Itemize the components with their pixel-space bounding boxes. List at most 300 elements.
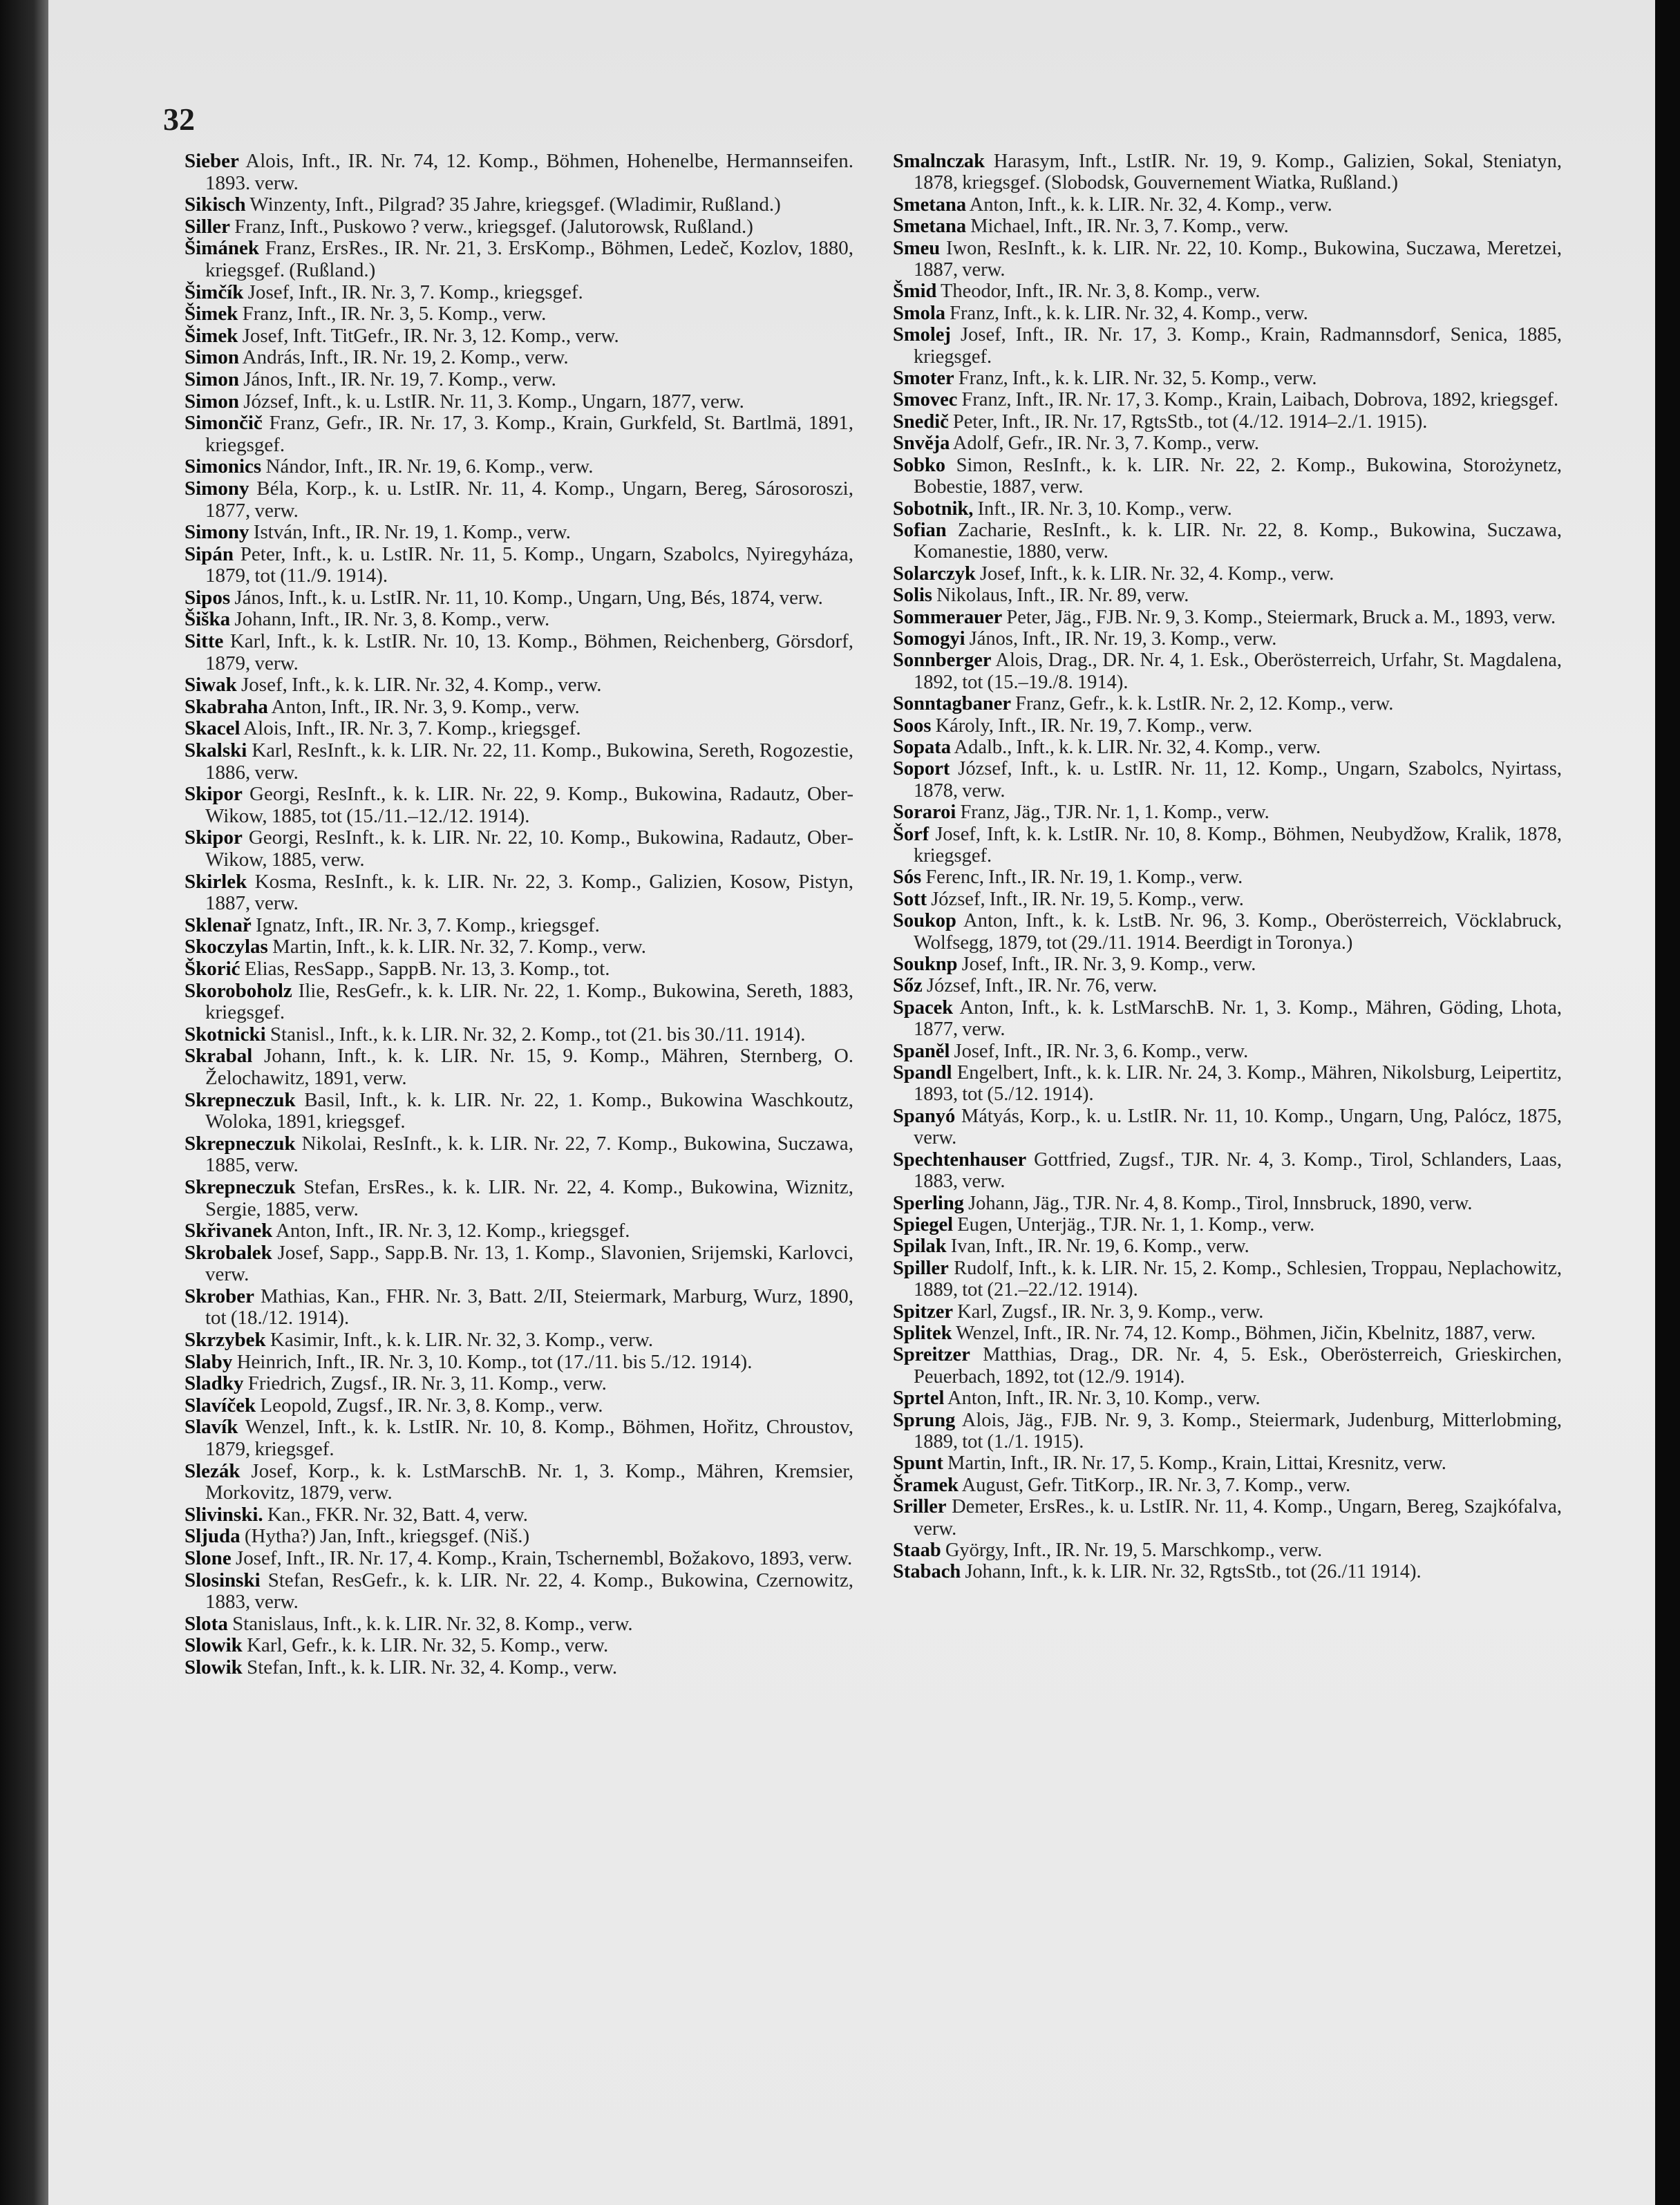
entry-surname: Stabach	[893, 1561, 961, 1583]
entry-surname: Slota	[185, 1612, 228, 1635]
entry-surname: Skrober	[185, 1285, 254, 1307]
register-entry	[185, 522, 853, 544]
entry-details: Wenzel, Inft., IR. Nr. 74, 12. Komp., Böhmen, Jičin, Kbelnitz, 1887, verw.	[956, 1322, 1536, 1344]
register-entry	[893, 1540, 1562, 1561]
entry-details: József, Inft., k. u. LstIR. Nr. 11, 3. Komp., Ungarn, 1877, verw.	[243, 390, 744, 413]
entry-details: Nándor, Inft., IR. Nr. 19, 6. Komp., verw.	[265, 455, 594, 478]
entry-surname: Sklenař	[185, 914, 252, 936]
entry-details: Franz, Gefr., k. k. LstIR. Nr. 2, 12. Komp., verw.	[1015, 693, 1394, 715]
register-entry	[893, 585, 1562, 606]
entry-details: Eugen, Unterjäg., TJR. Nr. 1, 1. Komp., verw.	[957, 1213, 1315, 1236]
register-entry	[893, 997, 1562, 1041]
entry-details: Johann, Jäg., TJR. Nr. 4, 8. Komp., Tirol, Innsbruck, 1890, verw.	[968, 1192, 1473, 1214]
entry-details: Gottfried, Zugsf., TJR. Nr. 4, 3. Komp., Tirol, Schlanders, Laas, 1883, verw.	[914, 1148, 1563, 1193]
register-entry	[185, 784, 853, 827]
entry-details: Ignatz, Inft., IR. Nr. 3, 7. Komp., kriegsgef.	[255, 914, 600, 936]
entry-details: Simon, ResInft., k. k. LIR. Nr. 22, 2. Komp., Bukowina, Storożynetz, Bobestie, 1887, verw.	[914, 454, 1563, 498]
register-entry	[893, 867, 1562, 888]
entry-details: Kasimir, Inft., k. k. LIR. Nr. 32, 3. Komp., verw.	[270, 1329, 654, 1352]
left-column	[185, 151, 853, 1679]
entry-details: Josef, Inft., IR. Nr. 3, 9. Komp., verw.	[961, 954, 1256, 976]
entry-surname: Smolej	[893, 324, 951, 346]
register-entry	[893, 411, 1562, 433]
entry-details: Johann, Inft., k. k. LIR. Nr. 15, 9. Komp., Mähren, Sternberg, O. Želochawitz, 1891, verw.	[205, 1045, 854, 1089]
entry-surname: Sopata	[893, 736, 951, 758]
entry-details: Ivan, Inft., IR. Nr. 19, 6. Komp., verw.	[950, 1236, 1249, 1258]
entry-surname: Skrobalek	[185, 1241, 272, 1264]
entry-details: Ilie, ResGefr., k. k. LIR. Nr. 22, 1. Komp., Bukowina, Sereth, 1883, kriegsgef.	[205, 979, 854, 1024]
entry-surname: Skotnicki	[185, 1023, 266, 1045]
register-entry	[893, 758, 1562, 802]
entry-details: Josef, Korp., k. k. LstMarschB. Nr. 1, 3. Komp., Mähren, Kremsier, Morkovitz, 1879, verw.	[205, 1459, 854, 1504]
entry-details: Wenzel, Inft., k. k. LstIR. Nr. 10, 8. Komp., Böhmen, Hořitz, Chroustov, 1879, kriegsgef.	[205, 1416, 853, 1461]
entry-surname: Smola	[893, 302, 946, 324]
entry-details: Elias, ResSapp., SappB. Nr. 13, 3. Komp., tot.	[244, 957, 610, 980]
entry-surname: Slowik	[185, 1634, 243, 1657]
register-entry	[185, 194, 853, 216]
register-entry	[185, 544, 853, 587]
entry-details: Georgi, ResInft., k. k. LIR. Nr. 22, 10. Komp., Bukowina, Radautz, Ober-Wikow, 1885, verw.	[205, 826, 854, 871]
entry-surname: Skřivanek	[185, 1220, 273, 1242]
register-entry	[185, 1373, 853, 1395]
entry-details: (Hytha?) Jan, Inft., kriegsgef. (Niš.)	[244, 1525, 530, 1548]
entry-surname: Šimek	[185, 324, 238, 347]
register-entry	[185, 1242, 853, 1286]
entry-surname: Šimčík	[185, 281, 244, 303]
entry-details: Josef, Inft., IR. Nr. 3, 6. Komp., verw.	[954, 1040, 1249, 1062]
entry-details: Nikolaus, Inft., IR. Nr. 89, verw.	[936, 585, 1189, 607]
register-entry	[893, 238, 1562, 281]
register-entry	[185, 478, 853, 522]
entry-details: Karl, Gefr., k. k. LIR. Nr. 32, 5. Komp., verw.	[247, 1634, 609, 1657]
entry-surname: Soos	[893, 715, 932, 737]
register-entry	[185, 1220, 853, 1242]
entry-details: Karl, ResInft., k. k. LIR. Nr. 22, 11. Komp., Bukowina, Sereth, Rogozestie, 1886, verw.	[205, 739, 853, 784]
register-entry	[185, 216, 853, 238]
register-entry	[185, 238, 853, 281]
entry-surname: Sladky	[185, 1372, 244, 1395]
entry-surname: Sriller	[893, 1496, 947, 1518]
entry-surname: Siwak	[185, 674, 237, 697]
entry-surname: Spacek	[893, 996, 954, 1019]
register-entry	[185, 609, 853, 631]
entry-surname: Soukop	[893, 910, 956, 932]
entry-details: Stefan, ResGefr., k. k. LIR. Nr. 22, 4. Komp., Bukowina, Czernowitz, 1883, verw.	[205, 1569, 854, 1613]
register-entry	[185, 391, 853, 413]
register-entry	[185, 1657, 853, 1679]
register-entry	[893, 151, 1562, 194]
entry-surname: Splitek	[893, 1322, 952, 1344]
entry-surname: Sőz	[893, 975, 923, 997]
entry-details: Alois, Inft., IR. Nr. 74, 12. Komp., Böhmen, Hohenelbe, Hermannseifen. 1893. verw.	[205, 150, 853, 194]
register-entry	[893, 824, 1562, 867]
entry-surname: Simončič	[185, 412, 263, 435]
register-entry	[185, 1526, 853, 1548]
register-entry	[185, 1570, 853, 1613]
entry-details: György, Inft., IR. Nr. 19, 5. Marschkomp., verw.	[945, 1540, 1323, 1561]
register-entry	[893, 737, 1562, 758]
entry-surname: Staab	[893, 1540, 941, 1561]
register-entry	[893, 520, 1562, 563]
entry-details: Peter, Jäg., FJB. Nr. 9, 3. Komp., Steiermark, Bruck a. M., 1893, verw.	[1006, 606, 1556, 628]
entry-details: Theodor, Inft., IR. Nr. 3, 8. Komp., verw.	[941, 281, 1261, 303]
register-entry	[893, 433, 1562, 454]
register-entry	[893, 389, 1562, 410]
register-entry	[893, 324, 1562, 368]
register-entry	[185, 1461, 853, 1504]
entry-details: Alois, Inft., IR. Nr. 3, 7. Komp., kriegsgef.	[243, 717, 581, 740]
entry-details: Adolf, Gefr., IR. Nr. 3, 7. Komp., verw.	[952, 433, 1260, 455]
entry-details: Karl, Zugsf., IR. Nr. 3, 9. Komp., verw.	[957, 1300, 1264, 1323]
register-entry	[185, 981, 853, 1024]
entry-surname: Sieber	[185, 150, 239, 172]
entry-surname: Spanyó	[893, 1105, 956, 1127]
entry-surname: Somogyi	[893, 627, 965, 650]
register-entry	[185, 369, 853, 391]
entry-details: Ferenc, Inft., IR. Nr. 19, 1. Komp., verw.	[925, 867, 1243, 889]
entry-details: Karl, Inft., k. k. LstIR. Nr. 10, 13. Komp., Böhmen, Reichenberg, Görsdorf, 1879, verw.	[205, 630, 854, 674]
register-entry	[185, 282, 853, 304]
register-entry	[185, 631, 853, 674]
entry-details: Inft., IR. Nr. 3, 10. Komp., verw.	[977, 498, 1232, 520]
entry-details: Martin, Inft., IR. Nr. 17, 5. Komp., Krain, Littai, Kresnitz, verw.	[947, 1452, 1446, 1475]
scan-border-left	[0, 0, 48, 2205]
entry-details: Friedrich, Zugsf., IR. Nr. 3, 11. Komp., verw.	[247, 1372, 607, 1395]
register-entry	[185, 936, 853, 958]
entry-details: Rudolf, Inft., k. k. LIR. Nr. 15, 2. Komp., Schlesien, Troppau, Neplachowitz, 1889, tot (21.–22./12. 1914).	[914, 1257, 1562, 1301]
entry-surname: Sipán	[185, 542, 234, 565]
register-entry	[185, 740, 853, 784]
entry-surname: Škorić	[185, 957, 240, 980]
register-entry	[185, 1286, 853, 1329]
entry-details: Nikolai, ResInft., k. k. LIR. Nr. 22, 7. Komp., Bukowina, Suczawa, 1885, verw.	[205, 1132, 853, 1177]
entry-surname: Solarczyk	[893, 562, 976, 585]
register-entry	[893, 889, 1562, 910]
entry-surname: Skacel	[185, 717, 240, 740]
entry-surname: Slavíček	[185, 1394, 256, 1417]
entry-details: Franz, Inft., k. k. LIR. Nr. 32, 5. Komp., verw.	[958, 368, 1317, 390]
register-entry	[893, 216, 1562, 237]
entry-details: Martin, Inft., k. k. LIR. Nr. 32, 7. Komp., verw.	[272, 936, 646, 958]
entry-surname: Šiška	[185, 608, 231, 631]
entry-details: Winzenty, Inft., Pilgrad? 35 Jahre, kriegsgef. (Wladimir, Rußland.)	[249, 193, 781, 216]
entry-details: Kan., FKR. Nr. 32, Batt. 4, verw.	[267, 1503, 529, 1526]
register-entry	[893, 1410, 1562, 1453]
register-entry	[893, 1496, 1562, 1540]
entry-details: Alois, Jäg., FJB. Nr. 9, 3. Komp., Steiermark, Judenburg, Mitterlobming, 1889, tot (1./1. 1915).	[914, 1409, 1562, 1452]
entry-surname: Spandl	[893, 1062, 952, 1084]
register-entry	[893, 1106, 1562, 1149]
entry-surname: Smalnczak	[893, 151, 985, 172]
register-entry	[185, 1613, 853, 1636]
entry-surname: Snedič	[893, 410, 949, 433]
entry-details: Adalb., Inft., k. k. LIR. Nr. 32, 4. Komp., verw.	[954, 736, 1321, 758]
entry-details: Josef, Inft., IR. Nr. 3, 7. Komp., kriegsgef.	[247, 281, 583, 303]
entry-surname: Slezák	[185, 1459, 240, 1482]
entry-surname: Spitzer	[893, 1300, 954, 1323]
register-entry	[185, 697, 853, 719]
entry-surname: Slosinski	[185, 1569, 261, 1591]
register-entry	[893, 1388, 1562, 1409]
entry-surname: Sommerauer	[893, 606, 1003, 628]
register-entry	[893, 498, 1562, 520]
entry-details: Anton, Inft., k. k. LstB. Nr. 96, 3. Komp., Oberösterreich, Vöcklabruck, Wolfsegg, 1879, tot (29./11. 1914. Beerdigt in Toronya.)	[914, 910, 1562, 954]
entry-surname: Smoter	[893, 368, 954, 390]
register-entry	[893, 1193, 1562, 1214]
register-entry	[893, 628, 1562, 650]
entry-surname: Simonics	[185, 455, 262, 478]
register-entry	[185, 1329, 853, 1352]
entry-details: Josef, Inft., k. k. LIR. Nr. 32, 4. Komp., verw.	[979, 562, 1334, 585]
entry-surname: Skrepneczuk	[185, 1088, 296, 1111]
scan-border-right	[1655, 0, 1680, 2205]
register-entry	[185, 413, 853, 456]
register-entry	[893, 563, 1562, 585]
register-entry	[185, 1635, 853, 1657]
entry-details: Franz, Inft., k. k. LIR. Nr. 32, 4. Komp., verw.	[950, 302, 1308, 324]
entry-surname: Souknp	[893, 954, 958, 976]
entry-details: August, Gefr. TitKorp., IR. Nr. 3, 7. Komp., verw.	[961, 1474, 1351, 1496]
register-entry	[185, 1177, 853, 1220]
entry-details: Harasym, Inft., LstIR. Nr. 19, 9. Komp., Galizien, Sokal, Steniatyn, 1878, kriegsgef. (Slobodsk, Gouvernement Wiatka, Rußland.)	[914, 151, 1563, 194]
entry-details: Basil, Inft., k. k. LIR. Nr. 22, 1. Komp., Bukowina Waschkoutz, Woloka, 1891, kriegsgef.	[205, 1088, 853, 1133]
entry-surname: Sofian	[893, 519, 947, 541]
entry-surname: Sipos	[185, 586, 231, 609]
register-entry	[893, 1062, 1562, 1106]
entry-details: Franz, ErsRes., IR. Nr. 21, 3. ErsKomp., Böhmen, Ledeč, Kozlov, 1880, kriegsgef. (Rußland.)	[205, 237, 853, 281]
register-entry	[185, 1352, 853, 1374]
entry-details: Béla, Korp., k. u. LstIR. Nr. 11, 4. Komp., Ungarn, Bereg, Sárosoroszi, 1877, verw.	[205, 477, 853, 522]
entry-details: Peter, Inft., k. u. LstIR. Nr. 11, 5. Komp., Ungarn, Szabolcs, Nyiregyháza, 1879, tot (11./9. 1914).	[205, 542, 853, 587]
register-entry	[893, 303, 1562, 324]
register-entry	[185, 915, 853, 937]
entry-details: Iwon, ResInft., k. k. LIR. Nr. 22, 10. Komp., Bukowina, Suczawa, Meretzei, 1887, verw.	[914, 237, 1562, 281]
entry-surname: Skoczylas	[185, 936, 268, 958]
register-entry	[893, 1344, 1562, 1388]
entry-surname: Skoroboholz	[185, 979, 292, 1002]
entry-details: József, Inft., IR. Nr. 76, verw.	[926, 975, 1158, 997]
entry-surname: Skipor	[185, 826, 243, 849]
entry-details: Josef, Sapp., Sapp.B. Nr. 13, 1. Komp., Slavonien, Srijemski, Karlovci, verw.	[205, 1241, 853, 1286]
register-entry	[893, 194, 1562, 216]
register-entry	[893, 1214, 1562, 1236]
entry-surname: Šorf	[893, 823, 929, 845]
entry-surname: Slaby	[185, 1350, 233, 1373]
entry-surname: Solis	[893, 585, 933, 607]
entry-surname: Slivinski.	[185, 1503, 263, 1526]
register-entry	[893, 802, 1562, 823]
entry-surname: Slone	[185, 1547, 232, 1569]
register-entry	[893, 607, 1562, 628]
register-entry	[893, 954, 1562, 975]
entry-details: Anton, Inft., IR. Nr. 3, 9. Komp., verw.	[271, 695, 580, 718]
right-column	[893, 151, 1562, 1583]
register-entry	[185, 456, 853, 478]
register-entry	[185, 347, 853, 369]
register-entry	[185, 1395, 853, 1417]
entry-details: Josef, Inft., IR. Nr. 17, 3. Komp., Krain, Radmannsdorf, Senica, 1885, kriegsgef.	[914, 324, 1563, 368]
entry-details: Josef, Inft. TitGefr., IR. Nr. 3, 12. Komp., verw.	[242, 324, 619, 347]
register-entry	[185, 325, 853, 348]
register-entry	[185, 674, 853, 697]
entry-details: András, Inft., IR. Nr. 19, 2. Komp., verw.	[242, 346, 569, 369]
register-entry	[893, 281, 1562, 302]
register-entry	[893, 1323, 1562, 1344]
entry-details: Peter, Inft., IR. Nr. 17, RgtsStb., tot (4./12. 1914–2./1. 1915).	[952, 410, 1428, 433]
register-entry	[185, 587, 853, 609]
register-entry	[893, 1258, 1562, 1301]
entry-details: Stanisl., Inft., k. k. LIR. Nr. 32, 2. Komp., tot (21. bis 30./11. 1914).	[270, 1023, 806, 1045]
entry-details: Heinrich, Inft., IR. Nr. 3, 10. Komp., tot (17./11. bis 5./12. 1914).	[236, 1350, 753, 1373]
register-entry	[185, 1548, 853, 1570]
entry-surname: Spiller	[893, 1257, 949, 1279]
register-entry	[185, 1090, 853, 1133]
entry-details: Michael, Inft., IR. Nr. 3, 7. Komp., verw.	[970, 216, 1289, 238]
register-entry	[185, 1504, 853, 1526]
register-entry	[893, 1301, 1562, 1323]
register-entry	[893, 693, 1562, 715]
entry-details: Josef, Inft., IR. Nr. 17, 4. Komp., Krain, Tschernembl, Božakovo, 1893, verw.	[235, 1547, 853, 1569]
entry-details: Mathias, Kan., FHR. Nr. 3, Batt. 2/II, Steiermark, Marburg, Wurz, 1890, tot (18./12. 1914).	[205, 1285, 854, 1329]
register-entry	[893, 650, 1562, 693]
entry-surname: Smeu	[893, 237, 941, 259]
entry-details: Kosma, ResInft., k. k. LIR. Nr. 22, 3. Komp., Galizien, Kosow, Pistyn, 1887, verw.	[205, 870, 854, 915]
entry-surname: Sonntagbaner	[893, 693, 1012, 715]
entry-surname: Smovec	[893, 389, 958, 411]
entry-details: István, Inft., IR. Nr. 19, 1. Komp., verw.	[253, 521, 571, 544]
entry-details: Franz, Gefr., IR. Nr. 17, 3. Komp., Krain, Gurkfeld, St. Bartlmä, 1891, kriegsgef.	[205, 412, 854, 456]
entry-details: Anton, Inft., k. k. LIR. Nr. 32, 4. Komp., verw.	[969, 193, 1332, 216]
entry-details: Josef, Inft, k. k. LstIR. Nr. 10, 8. Komp., Böhmen, Neubydžow, Kralik, 1878, kriegsgef.	[914, 823, 1563, 867]
entry-surname: Slavík	[185, 1416, 238, 1439]
entry-surname: Sott	[893, 888, 927, 910]
entry-surname: Šimánek	[185, 237, 259, 260]
page-number: 32	[163, 102, 195, 137]
entry-details: Georgi, ResInft., k. k. LIR. Nr. 22, 9. Komp., Bukowina, Radautz, Ober-Wikow, 1885, tot (15./11.–12./12. 1914).	[205, 783, 853, 827]
entry-surname: Sonnberger	[893, 650, 992, 672]
document-page	[48, 0, 1655, 2205]
register-entry	[893, 975, 1562, 996]
entry-surname: Sobko	[893, 454, 946, 476]
register-entry	[893, 1452, 1562, 1474]
entry-surname: Skipor	[185, 783, 243, 806]
entry-surname: Simony	[185, 477, 249, 500]
entry-details: József, Inft., IR. Nr. 19, 5. Komp., verw.	[931, 888, 1244, 910]
entry-details: Anton, Inft., IR. Nr. 3, 12. Komp., kriegsgef.	[275, 1220, 630, 1242]
entry-details: János, Inft., IR. Nr. 19, 7. Komp., verw.	[243, 368, 556, 390]
entry-surname: Sperling	[893, 1192, 964, 1214]
entry-surname: Soraroi	[893, 802, 956, 824]
entry-details: Stanislaus, Inft., k. k. LIR. Nr. 32, 8. Komp., verw.	[232, 1612, 633, 1635]
entry-surname: Skrepneczuk	[185, 1132, 296, 1155]
entry-surname: Spaněl	[893, 1040, 950, 1062]
entry-surname: Skrabal	[185, 1045, 253, 1068]
register-entry	[893, 715, 1562, 737]
entry-details: József, Inft., k. u. LstIR. Nr. 11, 12. Komp., Ungarn, Szabolcs, Nyirtass, 1878, verw.	[914, 758, 1562, 802]
entry-details: Anton, Inft., k. k. LstMarschB. Nr. 1, 3. Komp., Mähren, Göding, Lhota, 1877, verw.	[914, 996, 1562, 1041]
entry-surname: Sitte	[185, 630, 224, 653]
register-entry	[893, 1561, 1562, 1582]
entry-surname: Spunt	[893, 1452, 943, 1475]
entry-details: Franz, Inft., IR. Nr. 17, 3. Komp., Krain, Laibach, Dobrova, 1892, kriegsgef.	[961, 389, 1559, 411]
register-entry	[893, 1041, 1562, 1062]
register-entry	[893, 1475, 1562, 1496]
register-entry	[893, 455, 1562, 498]
entry-surname: Simon	[185, 390, 239, 413]
register-entry	[893, 368, 1562, 389]
entry-surname: Skrzybek	[185, 1329, 266, 1352]
register-entry	[893, 910, 1562, 954]
register-entry	[185, 1417, 853, 1460]
register-entry	[185, 1045, 853, 1089]
register-entry	[185, 151, 853, 194]
entry-surname: Slowik	[185, 1656, 243, 1678]
entry-details: Franz, Inft., IR. Nr. 3, 5. Komp., verw.	[242, 303, 547, 325]
entry-details: Josef, Inft., k. k. LIR. Nr. 32, 4. Komp., verw.	[241, 674, 602, 697]
entry-surname: Smetana	[893, 216, 967, 238]
register-entry	[185, 871, 853, 915]
register-entry	[185, 958, 853, 981]
entry-details: Stefan, Inft., k. k. LIR. Nr. 32, 4. Komp., verw.	[247, 1656, 618, 1678]
register-entry	[185, 718, 853, 740]
register-entry	[893, 1236, 1562, 1257]
entry-details: Johann, Inft., k. k. LIR. Nr. 32, RgtsStb., tot (26./11 1914).	[965, 1561, 1422, 1583]
register-entry	[185, 1024, 853, 1046]
entry-surname: Simony	[185, 521, 249, 544]
register-entry	[185, 1133, 853, 1177]
entry-surname: Sikisch	[185, 193, 246, 216]
entry-details: Zacharie, ResInft., k. k. LIR. Nr. 22, 8. Komp., Bukowina, Suczawa, Komanestie, 1880, verw.	[914, 519, 1563, 563]
entry-surname: Šmid	[893, 281, 937, 303]
entry-surname: Spiegel	[893, 1213, 954, 1236]
entry-surname: Snvěja	[893, 433, 950, 455]
register-entry	[893, 1149, 1562, 1193]
entry-surname: Sljuda	[185, 1525, 240, 1548]
entry-surname: Simon	[185, 346, 239, 369]
entry-surname: Spreitzer	[893, 1344, 970, 1366]
entry-details: Demeter, ErsRes., k. u. LstIR. Nr. 11, 4. Komp., Ungarn, Bereg, Szajkófalva, verw.	[914, 1496, 1563, 1540]
entry-surname: Skabraha	[185, 695, 268, 718]
entry-surname: Skalski	[185, 739, 247, 762]
entry-surname: Spechtenhauser	[893, 1148, 1027, 1171]
entry-details: Alois, Drag., DR. Nr. 4, 1. Esk., Oberösterreich, Urfahr, St. Magdalena, 1892, tot (15.–19./8. 1914).	[914, 650, 1562, 693]
register-entry	[185, 303, 853, 325]
entry-surname: Smetana	[893, 193, 967, 216]
entry-surname: Spilak	[893, 1236, 947, 1258]
entry-details: Franz, Jäg., TJR. Nr. 1, 1. Komp., verw.	[960, 802, 1270, 824]
entry-details: Matthias, Drag., DR. Nr. 4, 5. Esk., Oberösterreich, Grieskirchen, Peuerbach, 1892, tot (12./9. 1914).	[914, 1344, 1562, 1388]
entry-surname: Skirlek	[185, 870, 247, 893]
entry-details: Anton, Inft., IR. Nr. 3, 10. Komp., verw.	[947, 1388, 1261, 1410]
entry-surname: Skrepneczuk	[185, 1175, 296, 1198]
entry-surname: Šimek	[185, 303, 238, 325]
entry-details: Franz, Inft., Puskowo ? verw., kriegsgef. (Jalutorowsk, Rußland.)	[234, 215, 753, 238]
entry-details: Mátyás, Korp., k. u. LstIR. Nr. 11, 10. Komp., Ungarn, Ung, Palócz, 1875, verw.	[914, 1105, 1562, 1149]
entry-surname: Sobotnik,	[893, 498, 974, 520]
entry-details: Johann, Inft., IR. Nr. 3, 8. Komp., verw.	[234, 608, 550, 631]
entry-details: János, Inft., IR. Nr. 19, 3. Komp., verw.	[969, 627, 1277, 650]
entry-details: Stefan, ErsRes., k. k. LIR. Nr. 22, 4. Komp., Bukowina, Wiznitz, Sergie, 1885, verw.	[205, 1175, 854, 1220]
entry-details: Leopold, Zugsf., IR. Nr. 3, 8. Komp., verw.	[260, 1394, 603, 1417]
entry-surname: Sós	[893, 867, 922, 889]
entry-surname: Sprung	[893, 1409, 956, 1431]
entry-surname: Šramek	[893, 1474, 959, 1496]
register-entry	[185, 827, 853, 871]
entry-surname: Sprtel	[893, 1388, 945, 1410]
entry-surname: Soport	[893, 758, 950, 780]
entry-details: Károly, Inft., IR. Nr. 19, 7. Komp., verw.	[935, 715, 1253, 737]
entry-details: Engelbert, Inft., k. k. LIR. Nr. 24, 3. Komp., Mähren, Nikolsburg, Leipertitz, 1893, tot (5./12. 1914).	[914, 1062, 1563, 1106]
